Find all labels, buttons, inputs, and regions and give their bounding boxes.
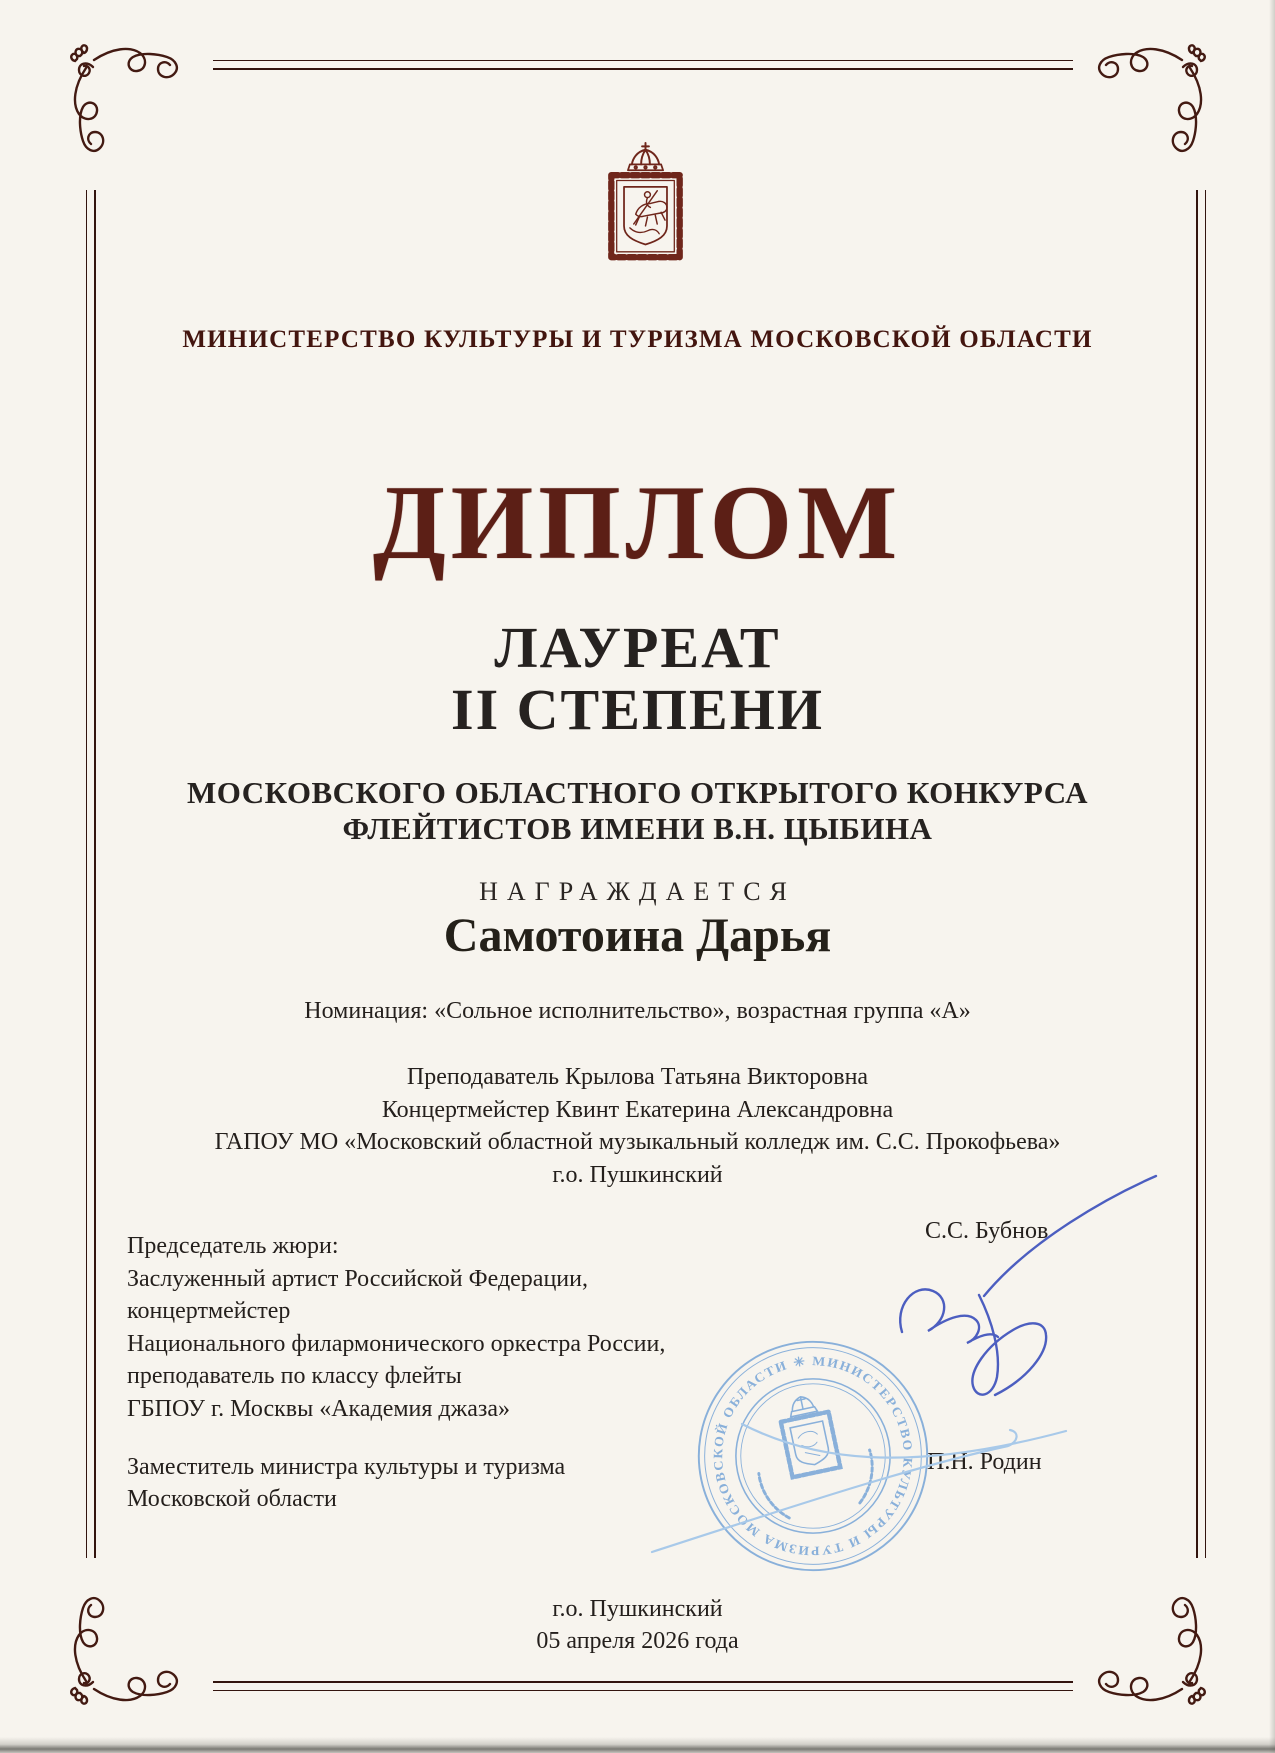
footer-place: г.о. Пушкинский [552, 1596, 723, 1622]
teacher-line: Преподаватель Крылова Татьяна Викторовна [406, 1064, 869, 1090]
jury-role-line: преподаватель по классу флейты [127, 1363, 462, 1389]
corner-flourish-icon [70, 44, 190, 164]
seal-circular-text: ✳ МИНИСТЕРСТВО КУЛЬТУРЫ И ТУРИЗМА МОСКОВСКОЙ ОБЛАСТИ [711, 1353, 915, 1558]
border-left [86, 190, 96, 1558]
jury-role-line: концертмейстер [127, 1298, 291, 1324]
laureate-line: ЛАУРЕАТ [494, 615, 781, 680]
deputy-minister-name: П.Н. Родин [927, 1449, 1042, 1475]
awarded-label: НАГРАЖДАЕТСЯ [479, 877, 796, 906]
degree-line: II СТЕПЕНИ [451, 677, 824, 742]
jury-chairman-name: С.С. Бубнов [925, 1218, 1049, 1244]
institution-line: ГАПОУ МО «Московский областной музыкальный колледж им. С.С. Прокофьева» [214, 1129, 1061, 1155]
deputy-minister-block [127, 1452, 565, 1515]
ministry-round-seal [691, 1334, 935, 1578]
scan-edge-right [1269, 0, 1275, 1753]
border-right [1196, 190, 1206, 1558]
border-bottom [213, 1681, 1073, 1691]
corner-flourish-icon [1086, 44, 1206, 164]
diploma-title: ДИПЛОМ [372, 464, 903, 581]
competition-title [0, 775, 1275, 847]
jury-role-line: Заслуженный артист Российской Федерации, [127, 1265, 588, 1292]
ministry-heading: МИНИСТЕРСТВО КУЛЬТУРЫ И ТУРИЗМА МОСКОВСКОЙ ОБЛАСТИ [182, 326, 1093, 353]
city-line: г.о. Пушкинский [552, 1161, 723, 1188]
svg-text:✳ МИНИСТЕРСТВО КУЛЬТУРЫ И ТУРИ [692, 1335, 934, 1577]
jury-role-line: ГБПОУ г. Москвы «Академия джаза» [127, 1395, 511, 1422]
competition-line2: ФЛЕЙТИСТОВ ИМЕНИ В.Н. ЦЫБИНА [342, 811, 933, 846]
jury-role-line: Председатель жюри: [127, 1233, 339, 1259]
footer-date: 05 апреля 2026 года [536, 1628, 739, 1654]
concertmaster-line: Концертмейстер Квинт Екатерина Александровна [381, 1096, 894, 1123]
jury-signature-ink [900, 1176, 1156, 1395]
jury-role-line: Национального филармонического оркестра России, [127, 1330, 666, 1357]
laureate-degree [0, 617, 1275, 741]
footer-block [0, 1593, 1275, 1657]
scan-edge-bottom [0, 1737, 1275, 1753]
border-top [213, 60, 1073, 70]
recipient-name: Самотоина Дарья [443, 909, 832, 962]
minister-role-line: Заместитель министра культуры и туризма [127, 1454, 566, 1480]
competition-line1: МОСКОВСКОГО ОБЛАСТНОГО ОТКРЫТОГО КОНКУРСА [187, 775, 1088, 810]
nomination-line: Номинация: «Сольное исполнительство», возрастная группа «А» [304, 998, 971, 1024]
minister-role-line: Московской области [127, 1485, 337, 1512]
participant-details [0, 1061, 1275, 1191]
jury-chairman-block [127, 1230, 665, 1425]
moscow-oblast-coat-of-arms-icon [593, 140, 698, 265]
